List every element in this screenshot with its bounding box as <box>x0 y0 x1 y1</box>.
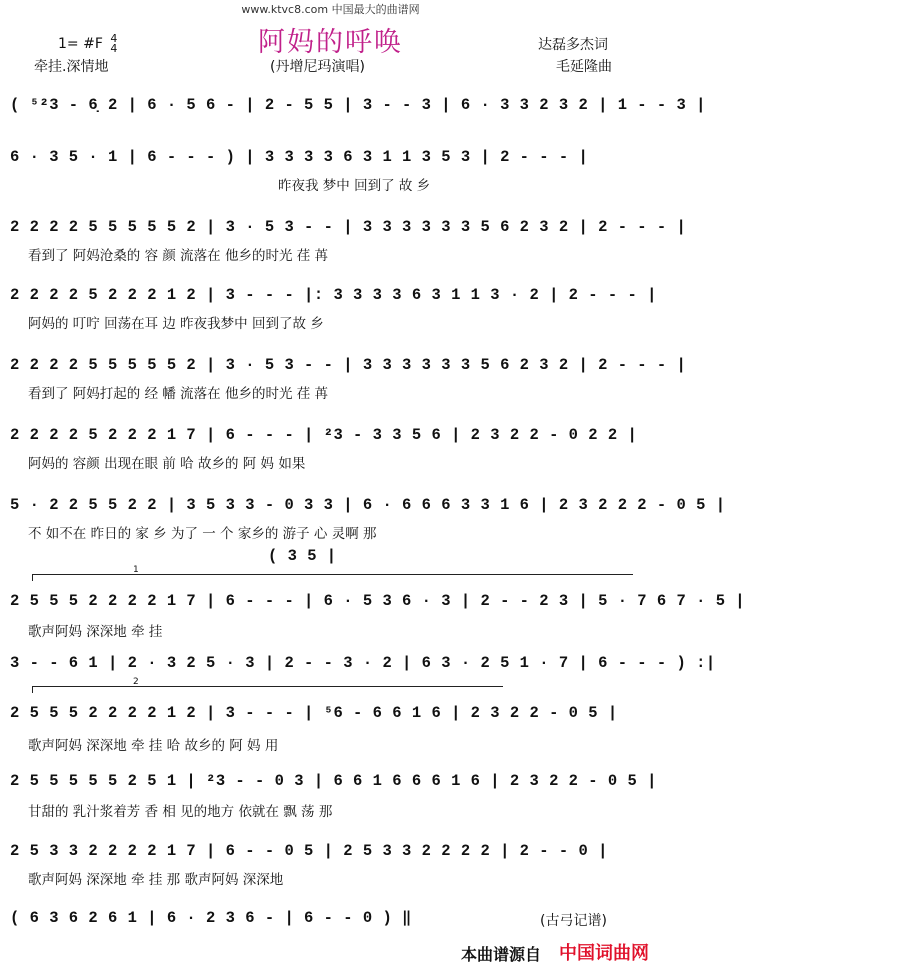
notation-row: 2 5 5 5 2 2 2 2 1 2 | 3 - - - | ⁵6 - 6 6 1 6 | 2 3 2 2 - 0 5 | <box>10 704 618 722</box>
notation-row: 2 5 5 5 2 2 2 2 1 7 | 6 - - - | 6 · 5 3 6 · 3 | 2 - - 2 3 | 5 · 7 6 7 · 5 | <box>10 592 746 610</box>
time-signature <box>110 34 117 54</box>
notation-row: 3 - - 6 1 | 2 · 3 2 5 · 3 | 2 - - 3 · 2 | 6 3 · 2 5 1 · 7 | 6 - - - ) :| <box>10 654 716 672</box>
volta-1 <box>32 565 633 581</box>
lyric-line: 看到了 阿妈沧桑的 容 颜 流落在 他乡的时光 荏 苒 <box>28 248 329 264</box>
notation-row: 2 2 2 2 5 5 5 5 5 2 | 3 · 5 3 - - | 3 3 3 3 3 3 5 6 2 3 2 | 2 - - - | <box>10 356 687 374</box>
notation-row: 2 5 3 3 2 2 2 2 1 7 | 6 - - 0 5 | 2 5 3 3 2 2 2 2 | 2 - - 0 | <box>10 842 608 860</box>
notation-row: 6 · 3 5 · 1 | 6 - - - ) | 3 3 3 3 6 3 1 1 3 5 3 | 2 - - - | <box>10 148 589 166</box>
notation-row: ( ⁵²3 - 6̣ 2 | 6 · 5 6 - | 2 - 5 5 | 3 - - 3 | 6 · 3 3 2 3 2 | 1 - - 3 | <box>10 96 706 114</box>
notation-row: 2 2 2 2 5 5 5 5 5 2 | 3 · 5 3 - - | 3 3 3 3 3 3 5 6 2 3 2 | 2 - - - | <box>10 218 687 236</box>
lyric-line: 歌声阿妈 深深地 牵 挂 那 歌声阿妈 深深地 <box>28 872 284 888</box>
notation-row: 5 · 2 2 5 5 2 2 | 3 5 3 3 - 0 3 3 | 6 · 6 6 6 3 3 1 6 | 2 3 2 2 2 - 0 5 | <box>10 496 726 514</box>
lyric-line: 甘甜的 乳汁浆着芳 香 相 见的地方 依就在 飘 荡 那 <box>28 804 333 820</box>
singer: (丹增尼玛演唱) <box>270 59 365 75</box>
notation-row: 2 5 5 5 5 5 2 5 1 | ²3 - - 0 3 | 6 6 1 6 6 6 1 6 | 2 3 2 2 - 0 5 | <box>10 772 657 790</box>
notation-pickup: ( 3 5 | <box>268 547 337 565</box>
transcriber-credit: (古弓记谱) <box>540 913 607 929</box>
key-text: 1= #F <box>58 36 103 52</box>
time-top: 4 <box>110 32 118 45</box>
lyric-line: 阿妈的 叮咛 回荡在耳 边 昨夜我梦中 回到了故 乡 <box>28 316 324 332</box>
lyric-line: 歌声阿妈 深深地 牵 挂 <box>28 624 163 640</box>
notation-row: ( 6 3 6 2 6 1 | 6 · 2 3 6 - | 6 - - 0 ) ‖ <box>10 909 412 927</box>
lyric-line: 看到了 阿妈打起的 经 幡 流落在 他乡的时光 荏 苒 <box>28 386 329 402</box>
key-signature <box>58 34 117 54</box>
lyric-line: 不 如不在 昨日的 家 乡 为了 一 个 家乡的 游子 心 灵啊 那 <box>28 526 377 542</box>
composer: 毛延隆曲 <box>556 59 612 75</box>
lyric-line: 歌声阿妈 深深地 牵 挂 哈 故乡的 阿 妈 用 <box>28 738 279 754</box>
time-bottom: 4 <box>110 42 118 55</box>
lyric-line: 阿妈的 容颜 出现在眼 前 哈 故乡的 阿 妈 如果 <box>28 456 306 472</box>
song-title: 阿妈的呼唤 <box>258 27 403 58</box>
lyric-line: 昨夜我 梦中 回到了 故 乡 <box>278 178 431 194</box>
volta-2 <box>32 677 503 693</box>
lyricist: 达磊多杰词 <box>538 37 608 53</box>
footer-brand: 中国词曲网 <box>559 943 649 964</box>
footer-text: 本曲谱源自 <box>460 945 541 964</box>
volta-1-label: 1 <box>133 565 139 575</box>
notation-row: 2 2 2 2 5 2 2 2 1 2 | 3 - - - |: 3 3 3 3 6 3 1 1 3 · 2 | 2 - - - | <box>10 286 657 304</box>
site-header: www.ktvc8.com 中国最大的曲谱网 <box>241 3 420 16</box>
notation-row: 2 2 2 2 5 2 2 2 1 7 | 6 - - - | ²3 - 3 3 5 6 | 2 3 2 2 - 0 2 2 | <box>10 426 638 444</box>
tempo-style: 牵挂.深情地 <box>34 59 109 75</box>
volta-2-label: 2 <box>133 677 139 687</box>
